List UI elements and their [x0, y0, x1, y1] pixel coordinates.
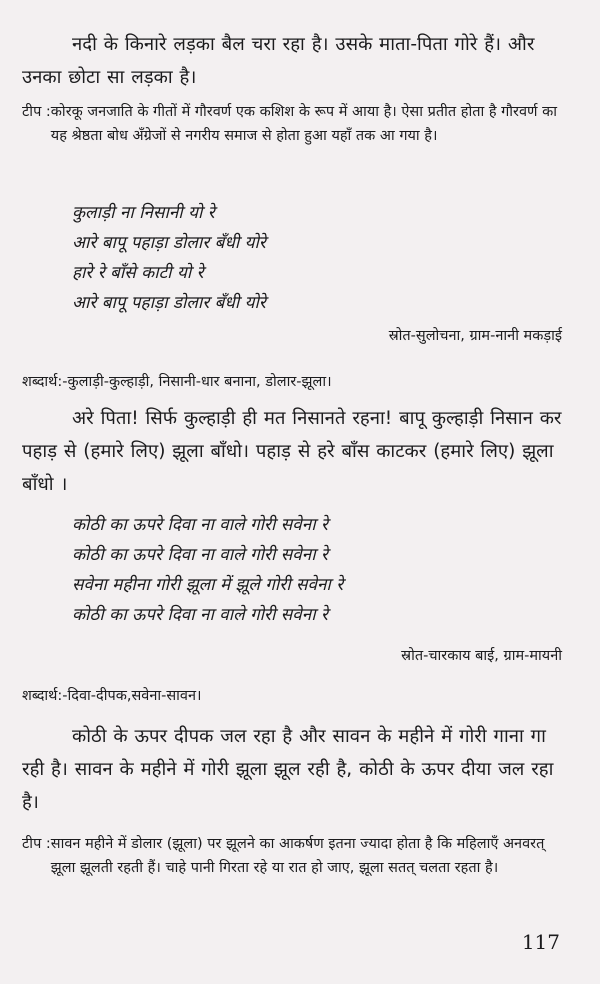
paragraph-1: नदी के किनारे लड़का बैल चरा रहा है। उसके माता-पिता गोरे हैं। और उनका छोटा सा लड़का है।: [22, 34, 535, 88]
note-1-label: टीप :: [22, 104, 51, 120]
song-1-source: स्रोत-सुलोचना, ग्राम-नानी मकड़ाई: [388, 328, 562, 344]
paragraph-2: अरे पिता! सिर्फ कुल्हाड़ी ही मत निसानते रहना! बापू कुल्हाड़ी निसान कर पहाड़ से (हमारे लिए) झूला बाँधो। पहाड़ से हरे बाँस काटकर (हमारे लिए) झूला बाँधो ।: [22, 408, 562, 495]
glossary-2: शब्दार्थ:-दिवा-दीपक,सवेना-सावन।: [22, 688, 202, 704]
song-2-verse: [72, 510, 562, 630]
verse-line: आरे बापू पहाड़ा डोलार बँधी योरे: [72, 233, 266, 253]
verse-line: कोठी का ऊपरे दिवा ना वाले गोरी सवेना रे: [72, 605, 328, 625]
verse-line: कोठी का ऊपरे दिवा ना वाले गोरी सवेना रे: [72, 515, 328, 535]
verse-line: कुलाड़ी ना निसानी यो रे: [72, 203, 215, 223]
verse-line: सवेना महीना गोरी झूला में झूले गोरी सवेना रे: [72, 575, 344, 595]
verse-line: आरे बापू पहाड़ा डोलार बँधी योरे: [72, 293, 266, 313]
note-2: [22, 832, 562, 880]
note-2-text: सावन महीने में डोलार (झूला) पर झूलने का आकर्षण इतना ज्यादा होता है कि महिलाएँ अनवरत् झूला झूलती रहती हैं। चाहे पानी गिरता रहे या रात हो जाए, झूला सतत् चलता रहता है।: [50, 836, 545, 876]
page-number: 117: [521, 930, 560, 954]
verse-line: कोठी का ऊपरे दिवा ना वाले गोरी सवेना रे: [72, 545, 328, 565]
note-2-label: टीप :: [22, 836, 51, 852]
song-1-verse: [72, 198, 552, 318]
note-1: [22, 100, 562, 148]
glossary-1: शब्दार्थ:-कुलाड़ी-कुल्हाड़ी, निसानी-धार बनाना, डोलार-झूला।: [22, 374, 332, 390]
verse-line: हारे रे बाँसे काटी यो रे: [72, 263, 204, 283]
note-1-text: कोरकू जनजाति के गीतों में गौरवर्ण एक कशिश के रूप में आया है। ऐसा प्रतीत होता है गौरवर्ण का यह श्रेष्ठता बोध अँग्रेजों से नगरीय समाज से होता हुआ यहाँ तक आ गया है।: [50, 104, 558, 144]
song-2-source: स्रोत-चारकाय बाई, ग्राम-मायनी: [401, 648, 562, 664]
paragraph-3: कोठी के ऊपर दीपक जल रहा है और सावन के महीने में गोरी गाना गा रही है। सावन के महीने में गोरी झूला झूल रही है, कोठी के ऊपर दीया जल रहा है।: [22, 726, 554, 813]
